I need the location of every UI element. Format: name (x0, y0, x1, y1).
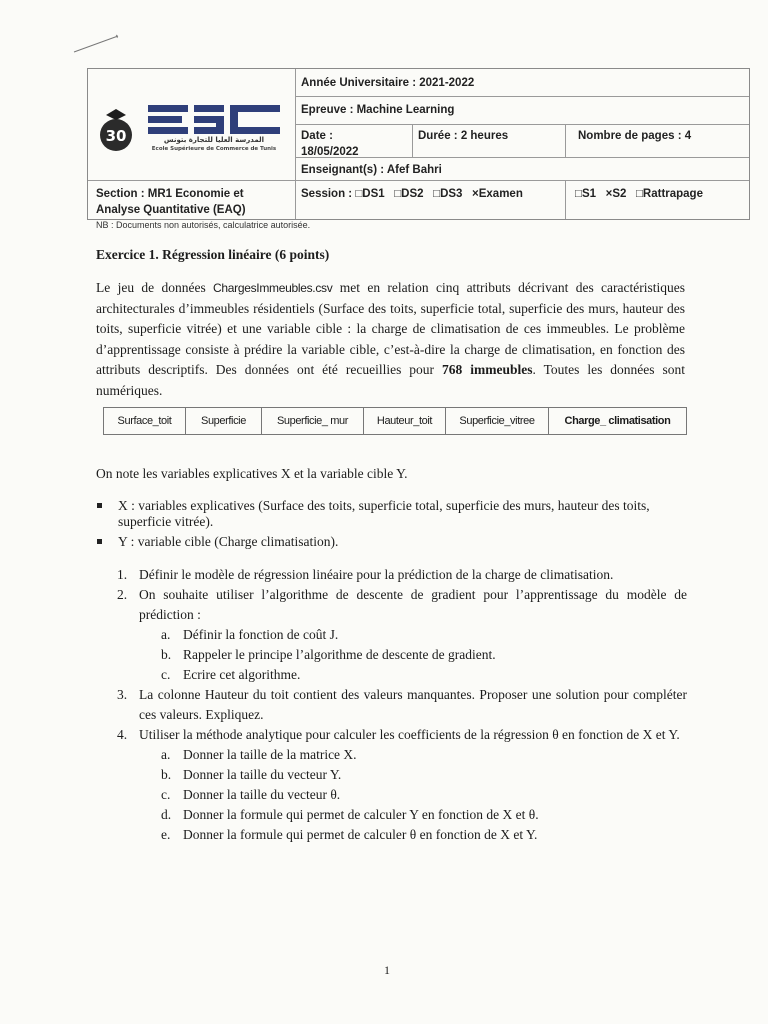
section-line-2: Analyse Quantitative (EAQ) (96, 204, 246, 216)
questions-list (117, 565, 687, 845)
page-number: 1 (384, 963, 390, 977)
section-line-1: Section : MR1 Economie et (96, 188, 244, 200)
list-item: Y : variable cible (Charge climatisation). (96, 534, 686, 550)
svg-text:30: 30 (105, 127, 127, 145)
instructor: Enseignant(s) : Afef Bahri (301, 164, 442, 176)
sub-question: e. Donner la formule qui permet de calculer θ en fonction de X et Y. (161, 827, 538, 842)
sub-question: c. Ecrire cet algorithme. (161, 667, 301, 682)
record-count: 768 immeubles (442, 362, 533, 377)
question-1: 1. Définir le modèle de régression linéaire pour la prédiction de la charge de climatisation. (117, 567, 614, 582)
question-2: 2. On souhaite utiliser l’algorithme de descente de gradient pour l’apprentissage du modèle de prédiction : (117, 587, 687, 622)
exam-date-value: 18/05/2022 (301, 146, 359, 158)
attr-cell: Hauteur_toit (364, 408, 446, 434)
attr-cell: Superficie (186, 408, 262, 434)
sub-question: d. Donner la formule qui permet de calculer Y en fonction de X et θ. (161, 807, 539, 822)
intro-paragraph: Le jeu de données ChargesImmeubles.csv met en relation cinq attributs décrivant des caractéristiques architecturales d’immeubles résidentiels (Surface des toits, superficie total, superficie des murs, hauteur des toits, superficie vitrée) et une variable cible : la charge de climatisation de ces immeubles. Le problème d’apprentissage consiste à prédire la variable cible, c’est-à-dire la charge de climatisation, en fonction des attributs descriptifs. Des données ont été recueillies pour 768 immeubles. Toutes les données sont numériques. (96, 280, 685, 398)
attr-cell: Surface_toit (104, 408, 186, 434)
sub-question: a. Définir la fonction de coût J. (161, 627, 339, 642)
svg-text:المدرسة العليا للتجارة بتونس: المدرسة العليا للتجارة بتونس (163, 136, 265, 144)
list-item: X : variables explicatives (Surface des toits, superficie total, superficie des murs, hauteur des toits, superficie vitrée). (96, 498, 686, 530)
pen-stroke-mark (72, 32, 120, 56)
dataset-filename: ChargesImmeubles.csv (213, 281, 333, 295)
svg-text:Ecole Supérieure de Commerce d: Ecole Supérieure de Commerce de Tunis (151, 146, 277, 152)
target-attr-cell: Charge_ climatisation (564, 415, 671, 427)
exam-header-table (87, 68, 750, 220)
exam-date-label: Date : (301, 130, 333, 142)
semester-options: □S1 ×S2 □Rattrapage (575, 188, 703, 200)
attributes-table (103, 407, 687, 435)
sub-question: b. Rappeler le principe l’algorithme de descente de gradient. (161, 647, 496, 662)
sub-question: b. Donner la taille du vecteur Y. (161, 767, 342, 782)
sub-question: a. Donner la taille de la matrice X. (161, 747, 357, 762)
session-options: Session : □DS1 □DS2 □DS3 ×Examen (301, 188, 523, 200)
question-3: 3. La colonne Hauteur du toit contient des valeurs manquantes. Proposer une solution pour compléter ces valeurs. Expliquez. (117, 687, 687, 722)
school-logo (96, 99, 296, 159)
variables-note: On note les variables explicatives X et la variable cible Y. (96, 466, 408, 481)
exam-subject: Epreuve : Machine Learning (301, 104, 455, 116)
sub-question: c. Donner la taille du vecteur θ. (161, 787, 341, 802)
page-count: Nombre de pages : 4 (578, 130, 692, 142)
exam-duration: Durée : 2 heures (418, 130, 509, 142)
attr-cell: Superficie_vitree (446, 408, 549, 434)
variables-list (96, 498, 686, 554)
documents-note: NB : Documents non autorisés, calculatrice autorisée. (96, 220, 311, 230)
exercise-title: Exercice 1. Régression linéaire (6 points) (96, 247, 330, 262)
question-4: 4. Utiliser la méthode analytique pour calculer les coefficients de la régression θ en fonction de X et Y. (117, 727, 680, 742)
academic-year: Année Universitaire : 2021-2022 (301, 77, 475, 89)
attr-cell: Superficie_ mur (262, 408, 364, 434)
